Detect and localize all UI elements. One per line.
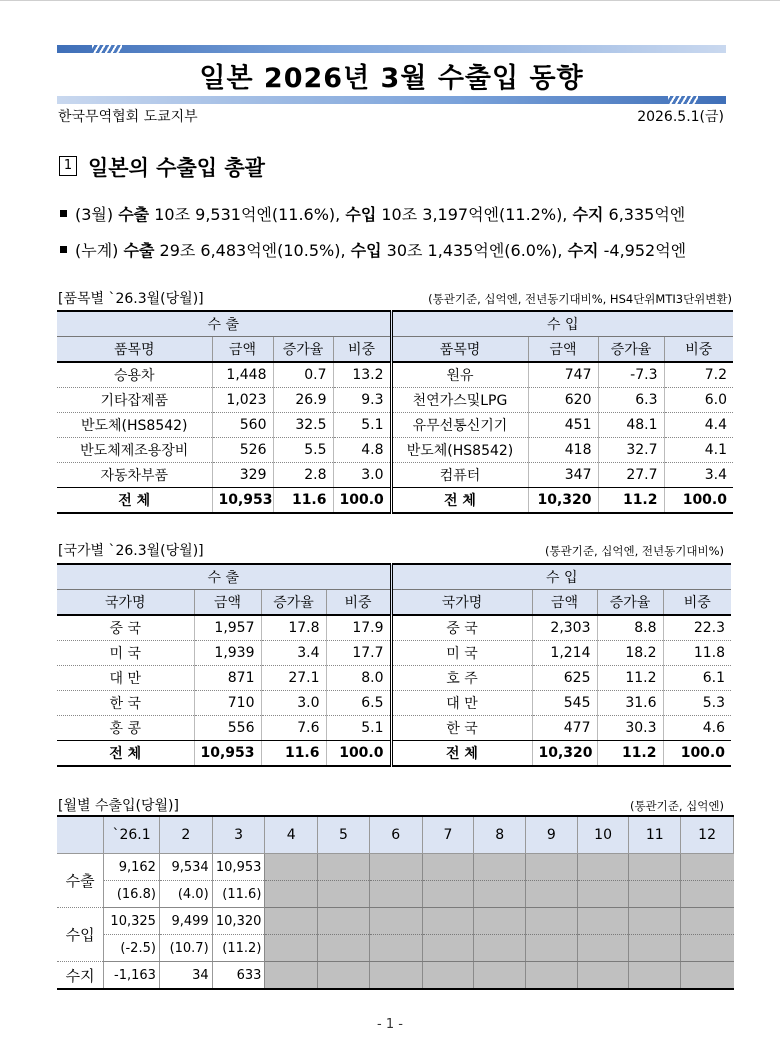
amount: 1,023	[212, 388, 273, 413]
empty-cell	[526, 881, 578, 908]
import-value: 10,320	[212, 908, 265, 935]
share: 5.1	[326, 716, 391, 741]
report-date: 2026.5.1(금)	[637, 109, 724, 125]
amount: 560	[212, 413, 273, 438]
total-amount: 10,953	[194, 741, 261, 767]
total-growth: 11.2	[598, 488, 664, 514]
section-title: 일본의 수출입 총괄	[88, 156, 265, 180]
column-header: 비중	[333, 337, 391, 363]
empty-cell	[474, 908, 526, 935]
amount: 1,939	[194, 641, 261, 666]
total-share: 100.0	[326, 741, 391, 767]
amount: 710	[194, 691, 261, 716]
table-row	[57, 641, 731, 666]
amount: 526	[212, 438, 273, 463]
column-header: 증가율	[598, 337, 664, 363]
amount: 620	[528, 388, 598, 413]
export-label: 수출	[57, 854, 104, 908]
total-share: 100.0	[663, 741, 731, 767]
empty-cell	[681, 908, 734, 935]
title-bar-stripes	[92, 45, 122, 53]
total-row	[57, 741, 731, 767]
total-amount: 10,320	[532, 741, 597, 767]
share: 9.3	[333, 388, 391, 413]
empty-cell	[629, 908, 681, 935]
country-name: 호 주	[391, 666, 532, 691]
empty-cell	[318, 881, 370, 908]
column-header: 비중	[664, 337, 733, 363]
share: 4.6	[663, 716, 731, 741]
growth: 32.7	[598, 438, 664, 463]
empty-cell	[474, 962, 526, 990]
import-value: 10,325	[104, 908, 160, 935]
countries-note: (통관기준, 십억엔, 전년동기대비%)	[545, 544, 724, 558]
top-rule	[0, 0, 780, 1]
share: 6.5	[326, 691, 391, 716]
empty-cell	[265, 908, 318, 935]
table-row	[57, 666, 731, 691]
column-header: 증가율	[597, 590, 663, 616]
share: 6.0	[664, 388, 733, 413]
empty-cell	[681, 881, 734, 908]
amount: 545	[532, 691, 597, 716]
share: 7.2	[664, 362, 733, 388]
growth: 17.8	[261, 615, 326, 641]
amount: 418	[528, 438, 598, 463]
column-header: 증가율	[261, 590, 326, 616]
column-header: 품목명	[391, 337, 528, 363]
import-value: 9,499	[159, 908, 212, 935]
column-header: 금액	[194, 590, 261, 616]
month-header: 5	[318, 816, 370, 854]
share: 11.8	[663, 641, 731, 666]
growth: -7.3	[598, 362, 664, 388]
country-name: 중 국	[391, 615, 532, 641]
total-growth: 11.6	[261, 741, 326, 767]
page-title: 일본 2026년 3월 수출입 동향	[199, 63, 584, 94]
empty-cell	[422, 962, 474, 990]
growth: 26.9	[273, 388, 333, 413]
amount: 871	[194, 666, 261, 691]
bullet-icon	[60, 246, 67, 253]
empty-cell	[422, 854, 474, 881]
empty-cell	[265, 854, 318, 881]
share: 17.9	[326, 615, 391, 641]
import-growth: (-2.5)	[104, 935, 160, 962]
month-header: 9	[526, 816, 578, 854]
empty-cell	[369, 854, 422, 881]
total-share: 100.0	[333, 488, 391, 514]
empty-cell	[369, 962, 422, 990]
share: 3.0	[333, 463, 391, 488]
export-growth: (4.0)	[159, 881, 212, 908]
empty-cell	[474, 854, 526, 881]
export-value: 9,534	[159, 854, 212, 881]
empty-cell	[577, 854, 629, 881]
country-name: 대 만	[391, 691, 532, 716]
export-group-header: 수 출	[57, 564, 391, 590]
amount: 2,303	[532, 615, 597, 641]
item-name: 천연가스및LPG	[391, 388, 528, 413]
empty-cell	[422, 908, 474, 935]
empty-cell	[577, 935, 629, 962]
amount: 1,214	[532, 641, 597, 666]
empty-cell	[681, 854, 734, 881]
growth: 7.6	[261, 716, 326, 741]
total-label: 전 체	[391, 488, 528, 514]
items-caption: [품목별 `26.3월(당월)]	[58, 291, 204, 307]
total-row	[57, 488, 733, 514]
amount: 556	[194, 716, 261, 741]
growth: 5.5	[273, 438, 333, 463]
page-number: - 1 -	[377, 1017, 403, 1032]
import-growth-row	[57, 935, 734, 962]
growth: 3.0	[261, 691, 326, 716]
share: 3.4	[664, 463, 733, 488]
column-header: 금액	[528, 337, 598, 363]
share: 5.1	[333, 413, 391, 438]
country-name: 한 국	[391, 716, 532, 741]
empty-cell	[629, 881, 681, 908]
empty-cell	[369, 935, 422, 962]
balance-row	[57, 962, 734, 990]
balance-value: 34	[159, 962, 212, 990]
table-row	[57, 438, 733, 463]
column-header: 비중	[326, 590, 391, 616]
countries-caption: [국가별 `26.3월(당월)]	[58, 543, 204, 559]
share: 4.4	[664, 413, 733, 438]
month-header: 2	[159, 816, 212, 854]
column-header: 금액	[532, 590, 597, 616]
empty-cell	[369, 908, 422, 935]
month-header: 6	[369, 816, 422, 854]
table-row	[57, 615, 731, 641]
items-note: (통관기준, 십억엔, 전년동기대비%, HS4단위MTI3단위변환)	[428, 292, 732, 306]
export-growth-row	[57, 881, 734, 908]
share: 17.7	[326, 641, 391, 666]
table-row	[57, 413, 733, 438]
column-header: 품목명	[57, 337, 212, 363]
total-share: 100.0	[664, 488, 733, 514]
month-header: 7	[422, 816, 474, 854]
share: 22.3	[663, 615, 731, 641]
month-header: 10	[577, 816, 629, 854]
empty-cell	[318, 854, 370, 881]
table-row	[57, 716, 731, 741]
month-header: 3	[212, 816, 265, 854]
amount: 625	[532, 666, 597, 691]
amount: 347	[528, 463, 598, 488]
monthly-table	[57, 815, 734, 990]
import-value-row	[57, 908, 734, 935]
empty-cell	[629, 935, 681, 962]
growth: 32.5	[273, 413, 333, 438]
item-name: 유무선통신기기	[391, 413, 528, 438]
month-header: 4	[265, 816, 318, 854]
amount: 477	[532, 716, 597, 741]
empty-cell	[474, 881, 526, 908]
summary-bullet-month: (3월) 수출 10조 9,531억엔(11.6%), 수입 10조 3,197억엔(11.2%), 수지 6,335억엔	[60, 202, 685, 225]
growth: 2.8	[273, 463, 333, 488]
country-name: 홍 콩	[57, 716, 194, 741]
empty-cell	[629, 854, 681, 881]
amount: 1,957	[194, 615, 261, 641]
total-growth: 11.6	[273, 488, 333, 514]
item-name: 반도체제조용장비	[57, 438, 212, 463]
empty-cell	[265, 935, 318, 962]
monthly-note: (통관기준, 십억엔)	[629, 799, 724, 813]
section-number: 1	[59, 156, 77, 176]
share: 5.3	[663, 691, 731, 716]
table-row	[57, 463, 733, 488]
column-header: 비중	[663, 590, 731, 616]
month-header: 12	[681, 816, 734, 854]
share: 6.1	[663, 666, 731, 691]
column-header: 금액	[212, 337, 273, 363]
import-growth: (11.2)	[212, 935, 265, 962]
empty-cell	[318, 962, 370, 990]
growth: 48.1	[598, 413, 664, 438]
empty-cell	[681, 962, 734, 990]
empty-cell	[681, 935, 734, 962]
item-name: 반도체(HS8542)	[57, 413, 212, 438]
country-name: 대 만	[57, 666, 194, 691]
empty-cell	[265, 962, 318, 990]
empty-cell	[577, 908, 629, 935]
growth: 27.1	[261, 666, 326, 691]
total-label: 전 체	[57, 741, 194, 767]
growth: 6.3	[598, 388, 664, 413]
item-name: 반도체(HS8542)	[391, 438, 528, 463]
table-row	[57, 388, 733, 413]
empty-cell	[577, 881, 629, 908]
total-label: 전 체	[57, 488, 212, 514]
growth: 27.7	[598, 463, 664, 488]
country-name: 중 국	[57, 615, 194, 641]
item-name: 승용차	[57, 362, 212, 388]
empty-cell	[422, 935, 474, 962]
balance-value: -1,163	[104, 962, 160, 990]
share: 4.1	[664, 438, 733, 463]
amount: 747	[528, 362, 598, 388]
total-growth: 11.2	[597, 741, 663, 767]
organization: 한국무역협회 도쿄지부	[58, 109, 198, 125]
empty-cell	[474, 935, 526, 962]
item-name: 기타잡제품	[57, 388, 212, 413]
month-header: `26.1	[104, 816, 160, 854]
share: 8.0	[326, 666, 391, 691]
country-name: 미 국	[391, 641, 532, 666]
import-group-header: 수 입	[391, 564, 731, 590]
growth: 0.7	[273, 362, 333, 388]
amount: 329	[212, 463, 273, 488]
country-name: 미 국	[57, 641, 194, 666]
country-name: 한 국	[57, 691, 194, 716]
share: 13.2	[333, 362, 391, 388]
empty-cell	[526, 854, 578, 881]
growth: 11.2	[597, 666, 663, 691]
export-group-header: 수 출	[57, 311, 391, 337]
empty-cell	[318, 935, 370, 962]
growth: 3.4	[261, 641, 326, 666]
export-growth: (11.6)	[212, 881, 265, 908]
total-amount: 10,320	[528, 488, 598, 514]
growth: 18.2	[597, 641, 663, 666]
bullet-icon	[60, 210, 67, 217]
amount: 1,448	[212, 362, 273, 388]
empty-cell	[422, 881, 474, 908]
growth: 8.8	[597, 615, 663, 641]
monthly-caption: [월별 수출입(당월)]	[58, 798, 179, 814]
balance-label: 수지	[57, 962, 104, 990]
empty-cell	[265, 881, 318, 908]
growth: 30.3	[597, 716, 663, 741]
empty-cell	[526, 962, 578, 990]
growth: 31.6	[597, 691, 663, 716]
empty-cell	[629, 962, 681, 990]
column-header: 국가명	[391, 590, 532, 616]
export-value: 9,162	[104, 854, 160, 881]
title-bar-bottom	[57, 96, 726, 104]
month-header: 8	[474, 816, 526, 854]
corner-cell	[57, 816, 104, 854]
item-name: 컴퓨터	[391, 463, 528, 488]
countries-table	[57, 563, 731, 767]
empty-cell	[526, 908, 578, 935]
column-header: 국가명	[57, 590, 194, 616]
title-bar-stripes	[668, 96, 698, 104]
amount: 451	[528, 413, 598, 438]
column-header: 증가율	[273, 337, 333, 363]
empty-cell	[526, 935, 578, 962]
export-growth: (16.8)	[104, 881, 160, 908]
summary-bullet-cumulative: (누계) 수출 29조 6,483억엔(10.5%), 수입 30조 1,435억엔(6.0%), 수지 -4,952억엔	[60, 238, 686, 261]
table-row	[57, 691, 731, 716]
share: 4.8	[333, 438, 391, 463]
month-header: 11	[629, 816, 681, 854]
total-amount: 10,953	[212, 488, 273, 514]
empty-cell	[318, 908, 370, 935]
items-table	[57, 310, 733, 514]
import-growth: (10.7)	[159, 935, 212, 962]
table-row	[57, 362, 733, 388]
title-bar-top	[57, 45, 726, 53]
item-name: 자동차부품	[57, 463, 212, 488]
import-label: 수입	[57, 908, 104, 962]
export-value: 10,953	[212, 854, 265, 881]
balance-value: 633	[212, 962, 265, 990]
item-name: 원유	[391, 362, 528, 388]
total-label: 전 체	[391, 741, 532, 767]
export-value-row	[57, 854, 734, 881]
empty-cell	[369, 881, 422, 908]
empty-cell	[577, 962, 629, 990]
import-group-header: 수 입	[391, 311, 733, 337]
